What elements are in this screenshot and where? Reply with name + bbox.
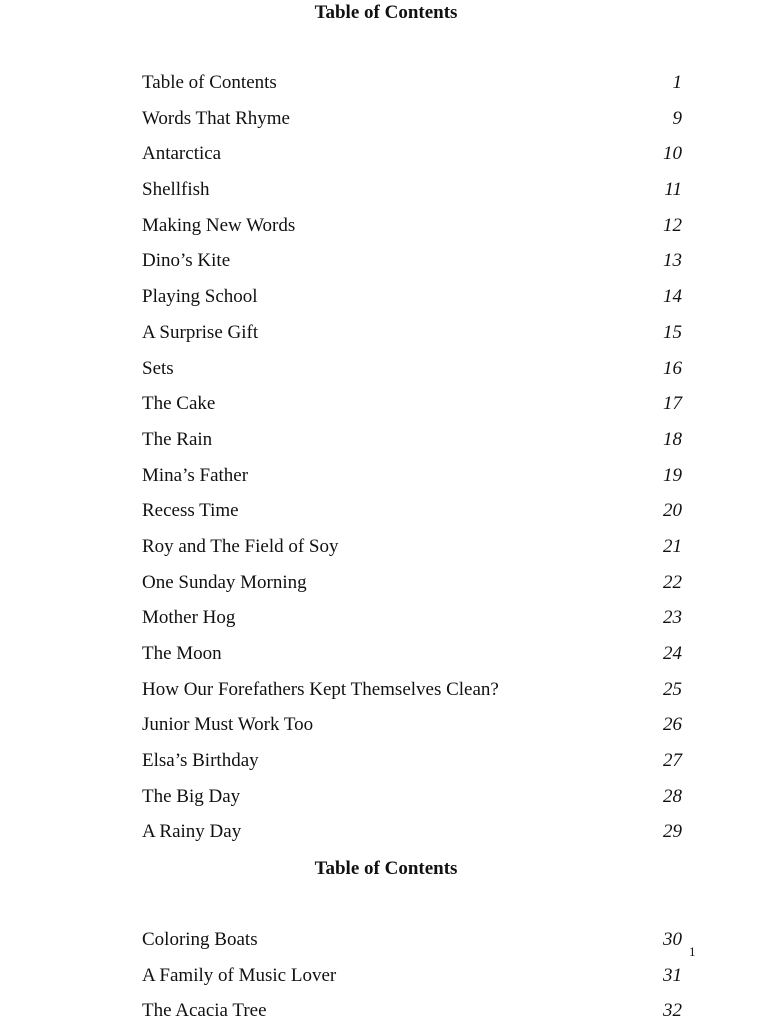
toc-entry-title: A Family of Music Lover [142,964,337,986]
toc-entry [142,71,682,107]
toc-entry-title: The Big Day [142,785,241,807]
toc-list [142,71,682,856]
toc-entry-title: Junior Must Work Too [142,714,314,736]
toc-entry [142,678,682,714]
toc-entry-title: Mina’s Father [142,464,249,486]
toc-entry-page: 18 [663,428,682,450]
toc-entry-page: 31 [663,964,682,986]
toc-entry-title: How Our Forefathers Kept Themselves Clean? [142,678,499,700]
toc-entry-title: A Rainy Day [142,821,242,843]
toc-entry-title: Table of Contents [142,72,277,93]
toc-entry-title: Playing School [142,286,258,308]
toc-entry [142,464,682,500]
toc-entry [142,499,682,535]
toc-entry-title: Antarctica [142,143,222,165]
toc-entry-title: Roy and The Field of Soy [142,535,339,557]
toc-entry [142,606,682,642]
toc-entry [142,964,682,1000]
toc-entry-title: Coloring Boats [142,929,258,950]
toc-entry-title: Elsa’s Birthday [142,750,259,772]
toc-entry [142,535,682,571]
toc-entry-page: 11 [664,179,682,201]
toc-entry-page: 20 [663,500,682,522]
toc-entry [142,928,682,964]
toc-entry-title: Making New Words [142,214,296,236]
toc-entry [142,249,682,285]
toc-entry [142,142,682,178]
toc-entry-page: 25 [663,678,682,700]
toc-entry [142,178,682,214]
toc-entry-page: 19 [663,464,682,486]
toc-entry-page: 24 [663,643,682,664]
toc-entry [142,214,682,250]
toc-entry [142,820,682,856]
toc-entry-page: 30 [663,929,682,950]
toc-entry-page: 22 [663,571,682,593]
toc-entry [142,999,682,1035]
toc-entry-page: 29 [663,821,682,843]
toc-entry-page: 28 [663,785,682,807]
toc-entry-title: Recess Time [142,500,239,522]
toc-entry-page: 32 [663,1000,682,1022]
toc-entry [142,785,682,821]
toc-entry-page: 23 [663,607,682,629]
toc-entry-page: 26 [663,714,682,736]
toc-entry-title: Dino’s Kite [142,250,231,272]
toc-entry-title: A Surprise Gift [142,321,259,343]
toc-entry-title: The Moon [142,643,222,664]
toc-entry-page: 14 [663,286,682,308]
toc-entry [142,428,682,464]
toc-entry-title: Sets [142,357,174,379]
page-number-marker: 1 [689,944,696,959]
toc-entry-page: 21 [663,535,682,557]
toc-entry-page: 13 [663,250,682,272]
toc-entry [142,642,682,678]
toc-entry [142,285,682,321]
toc-entry-page: 1 [672,72,682,93]
toc-entry-title: The Rain [142,428,213,450]
toc-entry-page: 15 [663,321,682,343]
toc-entry [142,321,682,357]
toc-entry [142,749,682,785]
toc-entry-title: Mother Hog [142,607,236,629]
toc-entry [142,571,682,607]
toc-entry-page: 27 [663,750,682,772]
toc-entry-page: 10 [663,143,682,165]
toc-entry-page: 17 [663,393,682,415]
toc-entry-title: Words That Rhyme [142,107,290,129]
toc-entry [142,713,682,749]
toc-entry-page: 12 [663,214,682,236]
toc-heading: Table of Contents [314,858,458,879]
toc-entry-page: 9 [672,107,682,129]
toc-entry-page: 16 [663,357,682,379]
toc-list [142,928,682,1035]
toc-entry-title: The Cake [142,393,216,415]
toc-entry [142,392,682,428]
toc-entry-title: The Acacia Tree [142,1000,267,1022]
toc-heading: Table of Contents [314,2,458,23]
toc-entry-title: Shellfish [142,179,210,201]
toc-entry [142,357,682,393]
toc-entry [142,107,682,143]
toc-entry-title: One Sunday Morning [142,571,307,593]
